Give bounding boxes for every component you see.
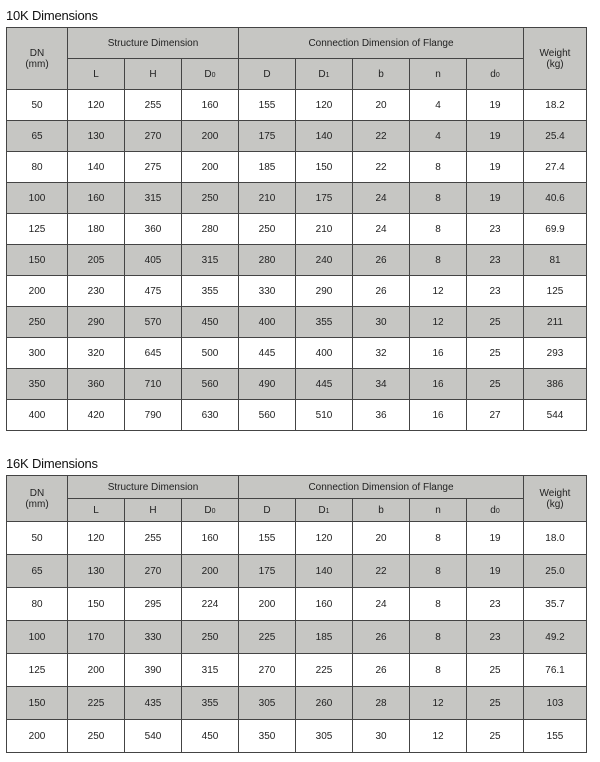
header-sub: D — [239, 59, 296, 90]
table-cell: 130 — [68, 555, 125, 588]
table-row — [7, 555, 587, 588]
table-cell: 200 — [182, 555, 239, 588]
table-row — [7, 307, 587, 338]
table-cell: 8 — [410, 555, 467, 588]
table-cell: 240 — [296, 245, 353, 276]
table-section-16k — [6, 457, 586, 753]
table-cell: 69.9 — [524, 214, 587, 245]
table-cell: 23 — [467, 621, 524, 654]
table-cell: 125 — [7, 214, 68, 245]
header-structure: Structure Dimension — [68, 28, 239, 59]
table-cell: 32 — [353, 338, 410, 369]
table-cell: 50 — [7, 90, 68, 121]
header-weight: Weight (kg) — [524, 476, 587, 522]
table-cell: 80 — [7, 152, 68, 183]
table-cell: 305 — [296, 720, 353, 753]
section-title: 16K Dimensions — [6, 456, 98, 471]
table-cell: 30 — [353, 307, 410, 338]
table-cell: 23 — [467, 588, 524, 621]
table-cell: 305 — [239, 687, 296, 720]
table-cell: 225 — [239, 621, 296, 654]
table-cell: 80 — [7, 588, 68, 621]
table-cell: 8 — [410, 522, 467, 555]
dimensions-table — [6, 27, 587, 431]
table-cell: 645 — [125, 338, 182, 369]
table-cell: 22 — [353, 121, 410, 152]
table-cell: 280 — [239, 245, 296, 276]
table-cell: 25 — [467, 687, 524, 720]
table-cell: 445 — [239, 338, 296, 369]
table-cell: 170 — [68, 621, 125, 654]
table-cell: 400 — [239, 307, 296, 338]
header-sub: L — [68, 59, 125, 90]
header-dn: DN (mm) — [7, 476, 68, 522]
table-cell: 560 — [239, 400, 296, 431]
table-cell: 26 — [353, 654, 410, 687]
table-cell: 175 — [296, 183, 353, 214]
table-cell: 49.2 — [524, 621, 587, 654]
table-cell: 175 — [239, 121, 296, 152]
table-cell: 4 — [410, 121, 467, 152]
table-cell: 175 — [239, 555, 296, 588]
table-cell: 100 — [7, 183, 68, 214]
table-cell: 160 — [182, 90, 239, 121]
table-row — [7, 152, 587, 183]
table-cell: 200 — [7, 720, 68, 753]
table-cell: 8 — [410, 588, 467, 621]
table-cell: 120 — [296, 522, 353, 555]
table-cell: 155 — [239, 522, 296, 555]
header-sub: b — [353, 499, 410, 522]
table-cell: 355 — [296, 307, 353, 338]
table-cell: 140 — [296, 555, 353, 588]
table-cell: 560 — [182, 369, 239, 400]
table-cell: 315 — [182, 245, 239, 276]
table-cell: 200 — [182, 121, 239, 152]
table-cell: 250 — [239, 214, 296, 245]
table-row — [7, 588, 587, 621]
table-cell: 16 — [410, 400, 467, 431]
table-cell: 8 — [410, 654, 467, 687]
table-row — [7, 621, 587, 654]
table-cell: 23 — [467, 245, 524, 276]
table-cell: 210 — [239, 183, 296, 214]
table-cell: 350 — [7, 369, 68, 400]
table-cell: 295 — [125, 588, 182, 621]
table-cell: 125 — [7, 654, 68, 687]
table-cell: 25 — [467, 307, 524, 338]
table-row — [7, 338, 587, 369]
table-cell: 386 — [524, 369, 587, 400]
table-cell: 8 — [410, 152, 467, 183]
table-cell: 360 — [125, 214, 182, 245]
table-cell: 23 — [467, 276, 524, 307]
table-row — [7, 654, 587, 687]
table-cell: 160 — [182, 522, 239, 555]
table-cell: 280 — [182, 214, 239, 245]
table-cell: 205 — [68, 245, 125, 276]
table-cell: 30 — [353, 720, 410, 753]
table-cell: 8 — [410, 183, 467, 214]
table-cell: 225 — [296, 654, 353, 687]
table-cell: 155 — [239, 90, 296, 121]
table-cell: 12 — [410, 687, 467, 720]
table-cell: 34 — [353, 369, 410, 400]
table-cell: 250 — [182, 183, 239, 214]
table-cell: 475 — [125, 276, 182, 307]
table-cell: 355 — [182, 687, 239, 720]
table-cell: 255 — [125, 90, 182, 121]
table-cell: 120 — [296, 90, 353, 121]
table-cell: 24 — [353, 588, 410, 621]
table-cell: 250 — [182, 621, 239, 654]
table-cell: 81 — [524, 245, 587, 276]
table-cell: 275 — [125, 152, 182, 183]
table-cell: 25.4 — [524, 121, 587, 152]
table-cell: 270 — [125, 555, 182, 588]
table-row — [7, 183, 587, 214]
header-sub: D1 — [296, 59, 353, 90]
table-cell: 155 — [524, 720, 587, 753]
table-cell: 355 — [182, 276, 239, 307]
table-cell: 160 — [68, 183, 125, 214]
table-cell: 18.0 — [524, 522, 587, 555]
table-cell: 26 — [353, 245, 410, 276]
header-dn: DN (mm) — [7, 28, 68, 90]
table-row — [7, 90, 587, 121]
table-cell: 540 — [125, 720, 182, 753]
table-cell: 27 — [467, 400, 524, 431]
section-title: 10K Dimensions — [6, 8, 98, 23]
table-cell: 293 — [524, 338, 587, 369]
table-cell: 315 — [182, 654, 239, 687]
header-sub: n — [410, 499, 467, 522]
header-sub: n — [410, 59, 467, 90]
table-cell: 8 — [410, 245, 467, 276]
table-cell: 290 — [296, 276, 353, 307]
table-cell: 19 — [467, 522, 524, 555]
table-cell: 150 — [296, 152, 353, 183]
table-cell: 185 — [239, 152, 296, 183]
header-sub: D — [239, 499, 296, 522]
table-cell: 19 — [467, 555, 524, 588]
table-cell: 36 — [353, 400, 410, 431]
table-cell: 405 — [125, 245, 182, 276]
header-sub: d0 — [467, 59, 524, 90]
table-cell: 510 — [296, 400, 353, 431]
table-cell: 270 — [239, 654, 296, 687]
table-cell: 630 — [182, 400, 239, 431]
table-cell: 200 — [239, 588, 296, 621]
table-cell: 23 — [467, 214, 524, 245]
table-row — [7, 245, 587, 276]
table-cell: 445 — [296, 369, 353, 400]
table-row — [7, 400, 587, 431]
table-cell: 8 — [410, 621, 467, 654]
table-cell: 26 — [353, 621, 410, 654]
table-cell: 125 — [524, 276, 587, 307]
table-cell: 35.7 — [524, 588, 587, 621]
table-cell: 22 — [353, 152, 410, 183]
table-cell: 19 — [467, 152, 524, 183]
table-cell: 24 — [353, 214, 410, 245]
table-cell: 160 — [296, 588, 353, 621]
table-cell: 330 — [125, 621, 182, 654]
table-cell: 27.4 — [524, 152, 587, 183]
table-cell: 544 — [524, 400, 587, 431]
table-cell: 490 — [239, 369, 296, 400]
table-cell: 25 — [467, 369, 524, 400]
table-cell: 790 — [125, 400, 182, 431]
table-cell: 26 — [353, 276, 410, 307]
table-cell: 25 — [467, 720, 524, 753]
table-cell: 19 — [467, 121, 524, 152]
header-sub: H — [125, 59, 182, 90]
table-cell: 315 — [125, 183, 182, 214]
table-cell: 4 — [410, 90, 467, 121]
header-sub: d0 — [467, 499, 524, 522]
table-cell: 400 — [7, 400, 68, 431]
table-cell: 200 — [68, 654, 125, 687]
table-cell: 570 — [125, 307, 182, 338]
table-cell: 320 — [68, 338, 125, 369]
header-sub: D0 — [182, 59, 239, 90]
table-cell: 120 — [68, 522, 125, 555]
header-sub: D0 — [182, 499, 239, 522]
table-cell: 40.6 — [524, 183, 587, 214]
table-cell: 18.2 — [524, 90, 587, 121]
table-cell: 28 — [353, 687, 410, 720]
table-row — [7, 214, 587, 245]
table-cell: 12 — [410, 276, 467, 307]
table-cell: 150 — [68, 588, 125, 621]
table-cell: 360 — [68, 369, 125, 400]
header-structure: Structure Dimension — [68, 476, 239, 499]
table-row — [7, 522, 587, 555]
table-cell: 25.0 — [524, 555, 587, 588]
table-cell: 20 — [353, 522, 410, 555]
table-row — [7, 276, 587, 307]
table-cell: 120 — [68, 90, 125, 121]
table-cell: 50 — [7, 522, 68, 555]
table-cell: 250 — [68, 720, 125, 753]
table-cell: 76.1 — [524, 654, 587, 687]
table-cell: 16 — [410, 338, 467, 369]
table-cell: 435 — [125, 687, 182, 720]
header-weight: Weight (kg) — [524, 28, 587, 90]
table-cell: 150 — [7, 687, 68, 720]
header-sub: H — [125, 499, 182, 522]
table-row — [7, 369, 587, 400]
table-cell: 200 — [7, 276, 68, 307]
table-cell: 140 — [296, 121, 353, 152]
table-cell: 25 — [467, 338, 524, 369]
table-cell: 103 — [524, 687, 587, 720]
table-cell: 450 — [182, 307, 239, 338]
header-sub: L — [68, 499, 125, 522]
table-cell: 250 — [7, 307, 68, 338]
header-connection: Connection Dimension of Flange — [239, 476, 524, 499]
table-cell: 710 — [125, 369, 182, 400]
table-cell: 65 — [7, 121, 68, 152]
table-row — [7, 687, 587, 720]
table-cell: 22 — [353, 555, 410, 588]
table-row — [7, 720, 587, 753]
table-cell: 420 — [68, 400, 125, 431]
header-connection: Connection Dimension of Flange — [239, 28, 524, 59]
table-cell: 20 — [353, 90, 410, 121]
table-cell: 8 — [410, 214, 467, 245]
table-cell: 330 — [239, 276, 296, 307]
table-cell: 65 — [7, 555, 68, 588]
table-cell: 230 — [68, 276, 125, 307]
table-cell: 130 — [68, 121, 125, 152]
table-row — [7, 121, 587, 152]
table-cell: 150 — [7, 245, 68, 276]
header-sub: b — [353, 59, 410, 90]
table-cell: 390 — [125, 654, 182, 687]
table-cell: 210 — [296, 214, 353, 245]
table-cell: 400 — [296, 338, 353, 369]
table-cell: 19 — [467, 183, 524, 214]
table-cell: 300 — [7, 338, 68, 369]
table-cell: 185 — [296, 621, 353, 654]
table-cell: 12 — [410, 307, 467, 338]
table-cell: 225 — [68, 687, 125, 720]
table-cell: 16 — [410, 369, 467, 400]
table-cell: 140 — [68, 152, 125, 183]
table-cell: 100 — [7, 621, 68, 654]
table-cell: 180 — [68, 214, 125, 245]
table-cell: 25 — [467, 654, 524, 687]
table-cell: 255 — [125, 522, 182, 555]
table-cell: 19 — [467, 90, 524, 121]
table-cell: 24 — [353, 183, 410, 214]
table-cell: 350 — [239, 720, 296, 753]
table-cell: 450 — [182, 720, 239, 753]
dimensions-table — [6, 475, 587, 753]
table-cell: 500 — [182, 338, 239, 369]
table-cell: 200 — [182, 152, 239, 183]
table-cell: 224 — [182, 588, 239, 621]
table-cell: 270 — [125, 121, 182, 152]
table-cell: 211 — [524, 307, 587, 338]
table-cell: 260 — [296, 687, 353, 720]
table-cell: 12 — [410, 720, 467, 753]
header-sub: D1 — [296, 499, 353, 522]
table-section-10k — [6, 9, 586, 431]
table-cell: 290 — [68, 307, 125, 338]
